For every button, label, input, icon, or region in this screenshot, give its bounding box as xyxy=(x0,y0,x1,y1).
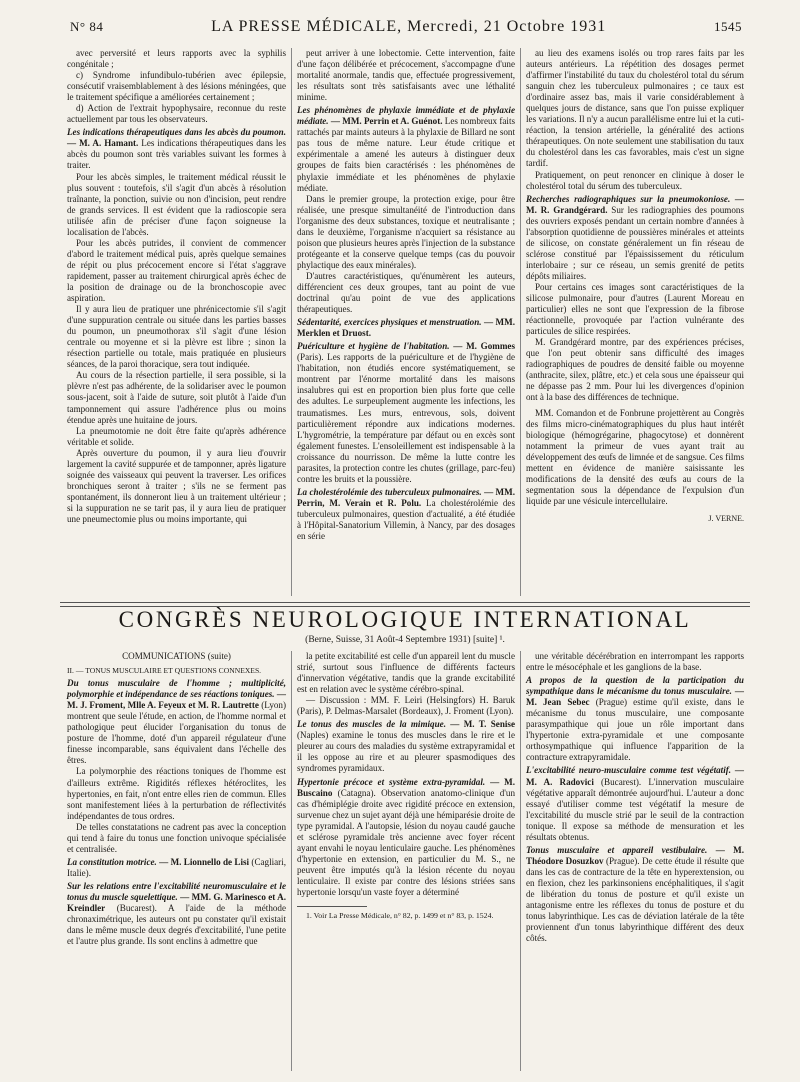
article-title: Du tonus musculaire de l'homme ; multiplicité, polymorphie et indépendance de ses réactions toniques. xyxy=(67,678,286,700)
section-heading: COMMUNICATIONS (suite) xyxy=(122,651,231,661)
article-author: — M. Jean Sebec xyxy=(526,686,745,708)
paragraph: Pour les abcès putrides, il convient de commencer d'abord le traitement médical puis, après quelque semaines de répit ou plus précocement encore si l'état s'aggrave rapidement, passer au traitement chirurgical après échec de la position de drainage ou de la bronchoscopie avec aspiration. xyxy=(67,237,286,304)
bottom-column-1 xyxy=(62,651,291,1071)
paragraph: La polymorphie des réactions toniques de l'homme est d'ailleurs extrême. Rigidités réflexes hétéroclites, les hypertonies, en fait, n'ont entre elles rien de commun. Elles sont manifestement liées à la perturbation de réflectivités indépendantes de tous ordres. xyxy=(67,766,286,821)
paragraph: De telles constatations ne cadrent pas avec la conception qui tend à faire du tonus une fonction univoque spécialisée et centralisée. xyxy=(67,821,286,854)
article-author: — M. J. Froment, Mlle A. Feyeux et M. R. Lautrette xyxy=(67,689,286,711)
paragraph: c) Syndrome infundibulo-tubérien avec épilepsie, consécutif vraisemblablement à des lésions méningées, que le traitement spécifique a améliorées certainement ; xyxy=(67,70,286,103)
paragraph: Il y aura lieu de pratiquer une phrénicectomie s'il s'agit d'une suppuration centrale ou située dans les parties basses du poumon, un pneumothorax s'il s'agit d'une lésion centrale ou moyenne et si la plèvre est libre ; sinon la résection partielle ou totale, mais pratiquée en plusieurs séances, de la paroi thoracique, sera tout indiquée. xyxy=(67,304,286,370)
article-text: (Cagliari, Italie). xyxy=(67,856,287,878)
top-column-2 xyxy=(291,48,520,596)
paragraph: au lieu des examens isolés ou trop rares faits par les auteurs antérieurs. La répétition des dosages permet d'affirmer l'instabilité du taux du cholestérol total du sérum sanguin chez les tuberculeux pulmonaires ; ce taux est d'ordinaire assez bas, mais il varie considérablement à quelques jours de distance, sans que l'on puisse expliquer les variations. Il n'y a aucun parallélisme entre lui et la cuti-réaction, la tension artérielle, la généralité des actions thérapeutiques. On note seulement une stabilisation du taux du cholestérol dans les cas favorables, mais c'est un signe tardif. xyxy=(526,48,744,169)
article-text: (Naples) examine le tonus des muscles dans le rire et le pleurer au cours des maladies du système extrapyramidal et il les oppose au rire et au pleurer spasmodiques des syndromes pyramidaux. xyxy=(297,730,515,774)
article-paragraph xyxy=(297,777,515,899)
article-author: — M. A. Radovici xyxy=(526,765,744,787)
article-author: — M. Théodore Dosuzkov xyxy=(526,844,744,866)
running-header xyxy=(70,18,742,40)
article-title: A propos de la question de la participation du sympathique dans le mécanisme du tonus musculaire. xyxy=(526,675,744,697)
article-text: (Bucarest). A l'aide de la méthode chronaximétrique, les auteurs ont pu constater qu'il existait dans le même muscle deux degrés d'excitabilité, l'une petite et l'autre plus grande. Ils sont enclins à admettre que xyxy=(67,903,286,947)
paragraph: d) Action de l'extrait hypophysaire, reconnue du reste actuellement par tous les observateurs. xyxy=(67,103,286,125)
article-author: — MM. Perrin, M. Verain et R. Polu. xyxy=(297,486,515,508)
article-paragraph xyxy=(526,194,744,282)
top-column-3 xyxy=(520,48,749,596)
article-title: La constitution motrice. xyxy=(67,856,157,867)
top-columns xyxy=(62,48,750,596)
article-author: — M. Buscaino xyxy=(297,776,515,798)
newspaper-title: LA PRESSE MÉDICALE, Mercredi, 21 Octobre 1931 xyxy=(211,18,607,35)
paragraph: D'autres caractéristiques, qu'énumèrent les auteurs, différencient ces deux groupes, tant au point de vue doctrinal qu'au point de vue des applications thérapeutiques. xyxy=(297,270,515,315)
article-paragraph xyxy=(297,341,515,485)
footnote-rule xyxy=(297,906,367,907)
article-text: (Prague) estime qu'il existe, dans le mécanisme du tonus musculaire, une composante parasympathique qui joue un rôle important dans l'hypertonie extra-pyramidale et une composante orthosympathique qui influence l'apparition de la contracture extrapyramidale. xyxy=(526,697,744,763)
article-paragraph xyxy=(526,765,744,842)
paragraph: avec perversité et leurs rapports avec la syphilis congénitale ; xyxy=(67,48,286,70)
article-title: Hypertonie précoce et système extra-pyramidal. xyxy=(297,776,486,787)
paragraph: M. Grandgérard montre, par des expériences précises, que l'on peut obtenir sans difficulté des images radiographiques de poudres de densité faible ou moyenne (anthracite, silex, plâtre, etc.) et cela sous une épaisseur qui ne dépasse pas 2 mm. Pour lui les divergences d'opinion ont à la base des différences de technique. xyxy=(526,337,744,403)
paragraph: une véritable décérébration en interrompant les rapports entre le mésocéphale et les ganglions de la base. xyxy=(526,651,744,673)
article-text: (Lyon) montrent que seule l'étude, en action, de l'homme normal et pathologique peut élucider l'organisation du tonus de posture de l'homme, doté d'un appareil régulateur d'une finesse incomparable, sans équivalent dans l'échelle des êtres. xyxy=(67,700,286,766)
article-title: Tonus musculaire et appareil vestibulaire. xyxy=(526,844,708,855)
article-text: (Prague). De cette étude il résulte que dans les cas de contracture de la tête en hyperextension, ou en flexion, chez les parkinsoniens encéphalitiques, il s'agit de libération du tonus de posture et qu'il existe un antagonisme entre les réflexes du tonus de posture et du tonus labyrinthique. Les cas de déviation latérale de la tête proviennent d'un tonus labyrinthique différent des deux côtés. xyxy=(526,855,744,944)
article-paragraph xyxy=(67,857,286,879)
paragraph: MM. Comandon et de Fonbrune projettèrent au Congrès des films micro-cinématographiques du plus haut intérêt biologique (hémogrégarine, phagocytose) et donnèrent notamment la primeur de vues ayant trait au développement des œufs de limnée et de sangsue. Ces films mettent en évidence de manière saisissante les modifications de la densité des œufs au cours de la segmentation sous la dépendance de l'expulsion d'un liquide par une vésicule intercellulaire. xyxy=(526,407,744,506)
article-paragraph xyxy=(297,105,515,193)
article-text: Les indications thérapeutiques dans les abcès du poumon sont très variables suivant les formes à traiter. xyxy=(67,138,286,171)
article-title: La cholestérolémie des tuberculeux pulmonaires. xyxy=(297,486,482,497)
article-author: — M. R. Grandgérard. xyxy=(526,193,744,215)
article-author: — M. T. Senise xyxy=(450,719,515,730)
article-title: Puériculture et hygiène de l'habitation. xyxy=(297,341,450,352)
paragraph: Pratiquement, on peut renoncer en clinique à doser le cholestérol total du sérum des tuberculeux. xyxy=(526,169,744,191)
paragraph: Dans le premier groupe, la protection exige, pour être réalisée, une presque simultanéité de l'introduction dans l'organisme des deux substances, toxique et neutralisante ; dans le deuxième, l'organisme n'acquiert sa résistance au poison que plusieurs heures après l'injection de la substance protégeante et la conserve quelque temps (cas du pouvoir phylactique des eaux minérales). xyxy=(297,193,515,270)
subsection-heading: II. — TONUS MUSCULAIRE ET QUESTIONS CONNEXES. xyxy=(67,666,262,676)
bottom-column-3 xyxy=(520,651,749,1071)
paragraph: La pneumotomie ne doit être faite qu'après adhérence véritable et solide. xyxy=(67,425,286,447)
article-title: Les indications thérapeutiques dans les abcès du poumon. xyxy=(67,127,286,138)
article-text: (Catagna). Observation anatomo-clinique d'un cas d'hémiplégie droite avec rigidité précoce en extension, survenue chez un sujet ayant déjà une hémiparésie droite de type pyramidal. A l'autopsie, lésion du noyau caudé gauche et sclérose pyramidale très ancienne avec foyer récent ayant envahi le noyau lenticulaire gauche. Les phénomènes d'hypertonie en extension, en particulier du M. S., ne peuvent être imputés qu'à la lésion récente du noyau lenticulaire. Il existe par contre des lésions striées sans hypertonie lorsqu'un vaste foyer a déterminé xyxy=(297,787,515,897)
article-paragraph xyxy=(67,127,286,171)
article-author: — MM. Perrin et A. Guénot. xyxy=(330,116,443,127)
article-text: (Bucarest). L'innervation musculaire végétative apparaît démontrée aujourd'hui. L'auteur a donc essayé d'utiliser comme test végétatif la mesure de l'excitabilité du muscle strié par le seuil de la contraction tonique. Il expose sa méthode de mensuration et les résultats obtenus. xyxy=(526,776,744,842)
article-paragraph xyxy=(67,881,286,947)
article-title: Sédentarité, exercices physiques et menstruation. xyxy=(297,317,482,328)
article-title: L'excitabilité neuro-musculaire comme test végétatif. xyxy=(526,765,732,776)
article-text: (Paris). Les rapports de la puériculture et de l'hygiène de l'habitation, non étudiés encore systématiquement, se montrent par l'énorme mortalité dans les maisons insalubres qui est en proportion bien plus forte que celle des adultes. Le surpeuplement augmente les infections, les traumatismes. Les murs, entrevous, sols, doivent particulièrement répondre aux indications modernes. L'hygrométrie, la température par défaut ou en excès sont également funestes. L'ensoleillement est indispensable à la croissance du nourrisson. De même la lutte contre les parasites, la protection contre les chutes (grillage, parc-feu) contre les bruits et la poussière. xyxy=(297,352,515,484)
issue-number: N° 84 xyxy=(70,19,104,34)
article-text: Sur les radiographies des poumons des ouvriers exposés pendant un certain nombre d'années à l'absorption quotidienne de poussières minérales et atteints de silicose, on constate généralement un fin réseau de sclérose constitué par l'épaississement du réticulum interlobaire ; sur ce réseau, un semis grenité de petits dépôts miliaires. xyxy=(526,204,744,281)
article-paragraph xyxy=(526,675,744,763)
congress-subtitle: (Berne, Suisse, 31 Août-4 Septembre 1931) [suite] ¹. xyxy=(305,635,505,645)
article-paragraph xyxy=(67,678,286,766)
article-author: — M. Gommes xyxy=(453,341,515,352)
paragraph: — Discussion : MM. F. Leiri (Helsingfors) H. Baruk (Paris), P. Delmas-Marsalet (Bordeaux), J. Froment (Lyon). xyxy=(297,695,515,717)
paragraph: Pour les abcès simples, le traitement médical réussit le plus souvent : toutefois, s'il s'agit d'un abcès à résolution traînante, la ponction, suivie ou non d'incision, peut rendre de grands services. Il est évident que la radioscopie sera utilisée afin de préciser d'une façon soigneuse la localisation de l'abcès. xyxy=(67,171,286,237)
article-author: — MM. Merklen et Druost. xyxy=(297,317,515,339)
paragraph: Pour certains ces images sont caractéristiques de la silicose pulmonaire, pour d'autres (Laurent Moreau en particulier) elles ne sont que l'expression de la fibrose réactionnelle, provoquée par l'action vulnérante des particules de silice respirées. xyxy=(526,281,744,337)
top-column-1 xyxy=(62,48,291,596)
article-paragraph xyxy=(526,845,744,944)
bottom-column-2 xyxy=(291,651,520,1071)
article-author: — MM. G. Marinesco et A. Kreindler xyxy=(67,891,286,914)
congress-title: CONGRÈS NEUROLOGIQUE INTERNATIONAL xyxy=(118,607,692,632)
article-text: La cholestérolémie des tuberculeux pulmonaires, question d'actualité, a été étudiée à l'Hôpital-Sanatorium Villemin, à Nancy, par des dosages en série xyxy=(297,497,515,542)
paragraph: Après ouverture du poumon, il y aura lieu d'ouvrir largement la cavité suppurée et de tamponner, après ligature soignée des vaisseaux qui peuvent la traverser. Les orifices bronchiques seront à traiter ; s'ils ne se ferment pas spontanément, ils donneront lieu à un traitement ultérieur ; si la suppuration ne se tarit pas, il y aura lieu de pratiquer une pneumectomie plus ou moins importante, qui xyxy=(67,447,286,524)
bottom-columns xyxy=(62,651,750,1071)
signature: J. VERNE. xyxy=(708,513,744,523)
article-paragraph xyxy=(297,487,515,542)
footnote: 1. Voir La Presse Médicale, n° 82, p. 1499 et n° 83, p. 1524. xyxy=(306,911,494,921)
article-paragraph xyxy=(297,719,515,774)
article-title: Sur les relations entre l'excitabilité neuromusculaire et le tonus du muscle squelettique. xyxy=(67,880,286,902)
article-title: Le tonus des muscles de la mimique. xyxy=(297,719,446,730)
paragraph: Au cours de la résection partielle, il sera possible, si la plèvre n'est pas adhérente, de la solidariser avec le poumon sous-jacent, soit à l'aide de suture, soit plutôt à l'aide d'un tamponnement qui assure l'adhérence plus ou moins étendue après une huitaine de jours. xyxy=(67,370,286,425)
page-number: 1545 xyxy=(714,19,742,34)
article-text: Les nombreux faits rattachés par maints auteurs à la phylaxie de Billard ne sont pas tous de même nature. Leur étude critique et expérimentale a amené les auteurs à distinguer deux groupes de faits bien caractérisés : les phénomènes de phylaxie immédiate et les phénomènes de phylaxie médiate. xyxy=(297,116,516,193)
article-paragraph xyxy=(297,317,515,339)
article-author: — M. Lionnello de Lisi xyxy=(159,856,250,867)
article-title: Les phénomènes de phylaxie immédiate et de phylaxie médiate. xyxy=(297,105,515,127)
article-author: — M. A. Hamant. xyxy=(67,138,139,149)
paragraph: la petite excitabilité est celle d'un appareil lent du muscle strié, surtout sous l'influence de différents facteurs d'innervation végétative, tandis que la grande excitabilité est en relation avec le système cérébro-spinal. xyxy=(297,651,515,695)
paragraph: peut arriver à une lobectomie. Cette intervention, faite d'une façon délibérée et précocement, s'accompagne d'une mortalité anormale, tandis que, effectuée progressivement, les résultats sont très satisfaisants avec une léthalité minime. xyxy=(297,48,515,103)
article-title: Recherches radiographiques sur la pneumokoniose. xyxy=(526,193,731,204)
